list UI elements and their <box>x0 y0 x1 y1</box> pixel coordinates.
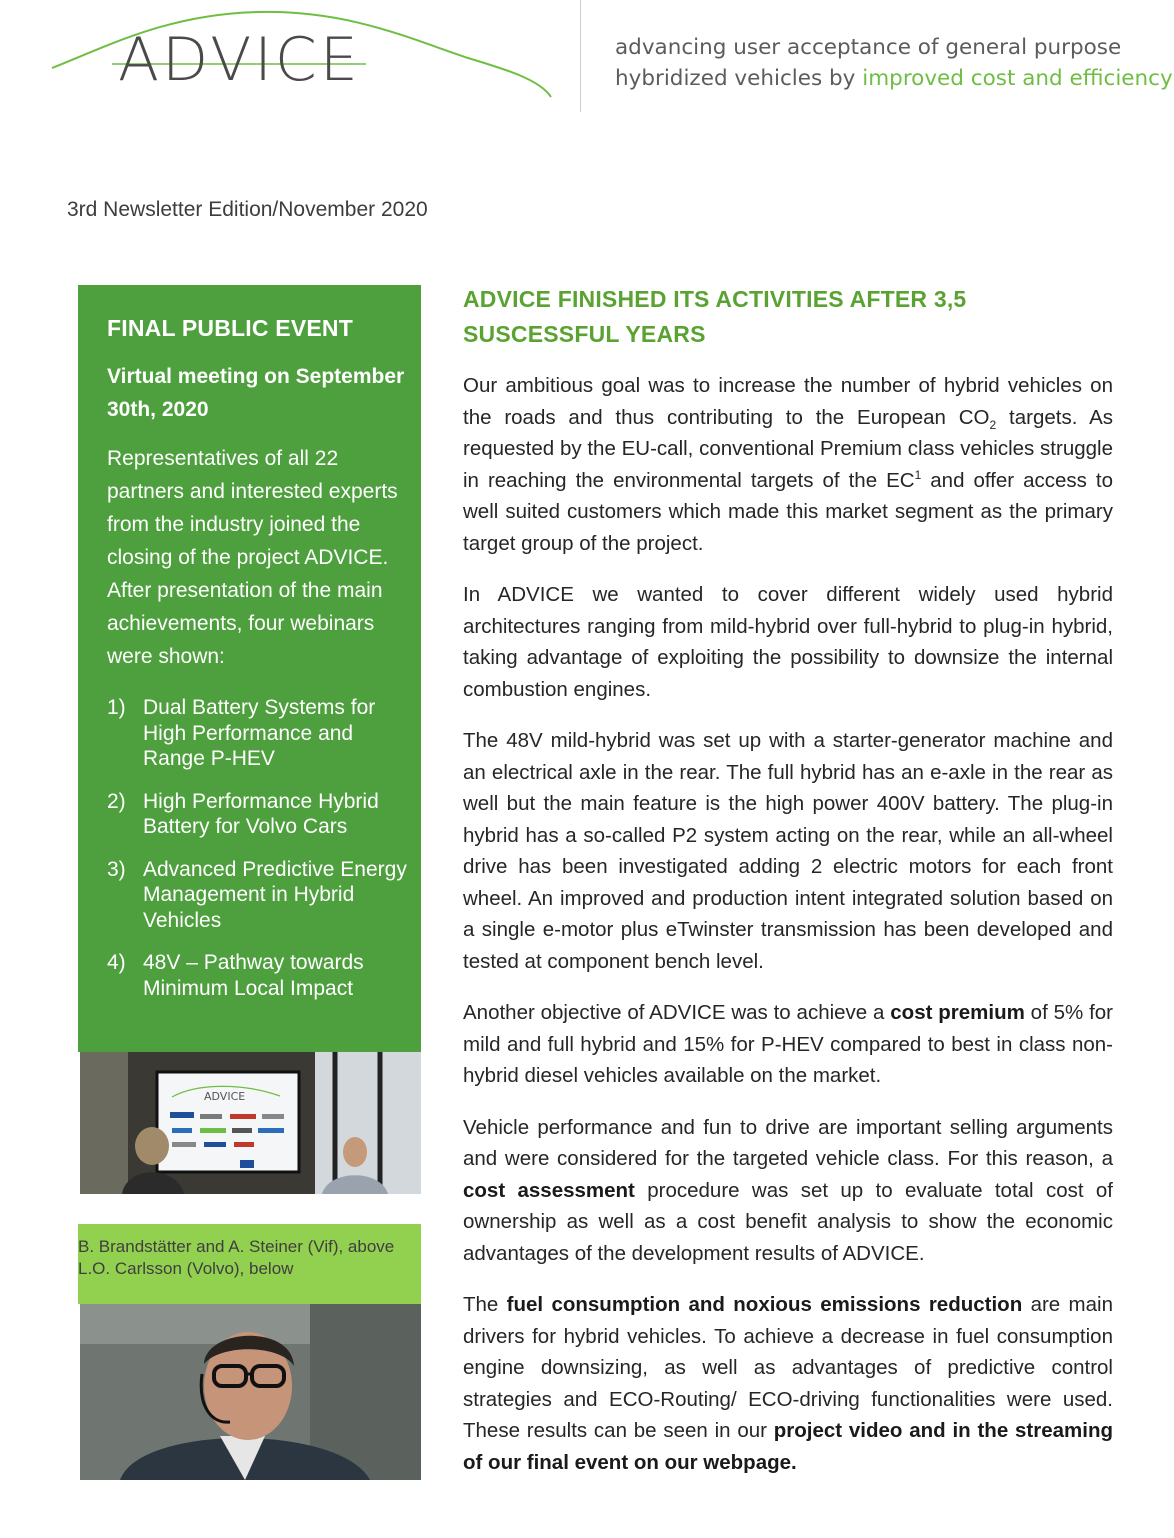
project-tagline <box>615 32 1171 94</box>
tagline-line-2-text: hybridized vehicles by <box>615 66 856 91</box>
article-paragraph-hybrid-setups: The 48V mild-hybrid was set up with a starter-generator machine and an electrical axle in the rear. The full hybrid has an e-axle in the rear as well but the main feature is the high power 400V battery. The plug-in hybrid has a so-called P2 system acting on the rear, while an all-wheel drive has been investigated adding 2 electric motors for each front wheel. An improved and production intent integrated solution based on a single e-motor plus eTwinster transmission has been developed and tested at component bench level. <box>463 729 1113 973</box>
header-divider <box>580 0 581 112</box>
presenters-photo-image <box>80 1052 421 1194</box>
webinar-list <box>107 695 412 1001</box>
slide-logo-text: ADVICE <box>204 1090 246 1103</box>
webinar-number: 3) <box>107 857 126 881</box>
tagline-line-1: advancing user acceptance of general purpose <box>615 35 1122 60</box>
p5-text-a: Vehicle performance and fun to drive are important selling arguments and were considered for the targeted vehicle class. For this reason, a <box>463 1115 1113 1170</box>
tagline-line-2 <box>615 63 1171 94</box>
webinar-item <box>107 950 412 1001</box>
webinar-title: Advanced Predictive Energy Management in Hybrid Vehicles <box>143 857 407 932</box>
webinar-number: 2) <box>107 789 126 813</box>
event-title: FINAL PUBLIC EVENT <box>107 315 353 341</box>
p5-text-b: procedure was set up to evaluate total cost of ownership as well as a cost benefit analysis to show the economic advantages of the development results of ADVICE. <box>463 1178 1114 1265</box>
event-subtitle: Virtual meeting on September 30th, 2020 <box>107 365 405 421</box>
article-column <box>463 282 1113 1498</box>
article-paragraph-fuel-consumption <box>463 1289 1113 1478</box>
webinar-item <box>107 857 412 934</box>
event-photo-presenters <box>80 1052 421 1194</box>
p6-text-a: The <box>463 1293 507 1316</box>
webinar-item <box>107 695 412 772</box>
photo-caption: B. Brandstätter and A. Steiner (Vif), above L.O. Carlsson (Volvo), below <box>78 1237 395 1278</box>
logo-wordmark: ADVICE <box>118 25 361 95</box>
p4-text-a: Another objective of ADVICE was to achieve a <box>463 1001 891 1024</box>
p6-text-b: are main drivers for hybrid vehicles. To achieve a decrease in fuel consumption engine downsizing, as well as advantages of predictive control strategies and ECO-Routing/ ECO-driving functionalities were used. These results can be seen in our <box>463 1293 1113 1442</box>
event-photo-speaker <box>80 1304 421 1480</box>
final-event-sidebar <box>78 285 421 1052</box>
webinar-item <box>107 789 412 840</box>
p1-text-a: Our ambitious goal was to increase the number of hybrid vehicles on the roads and thus contributing to the European CO <box>463 374 1113 429</box>
article-paragraph-cost-assessment <box>463 1112 1113 1270</box>
sidebar-content <box>107 315 412 1018</box>
newsletter-edition: 3rd Newsletter Edition/November 2020 <box>67 198 428 221</box>
p1-subscript: 2 <box>989 417 997 432</box>
p6-bold-1: fuel consumption and noxious emissions reduction <box>506 1293 1023 1316</box>
p5-bold: cost assessment <box>463 1178 635 1202</box>
advice-logo <box>48 2 558 110</box>
event-description: Representatives of all 22 partners and interested experts from the industry joined the closing of the project ADVICE. After presentation of the main achievements, four webinars were shown: <box>107 447 398 668</box>
speaker-photo-image <box>80 1304 421 1480</box>
tagline-highlight: improved cost and efficiency <box>862 66 1173 91</box>
article-paragraph-goal <box>463 370 1113 559</box>
p1-text-b: targets. As requested by the EU-call, conventional Premium class vehicles struggle in reaching the environmental targets of the EC <box>463 405 1113 492</box>
p1-footnote-ref: 1 <box>914 467 922 482</box>
webinar-title: High Performance Hybrid Battery for Volvo Cars <box>143 789 379 838</box>
webinar-number: 4) <box>107 951 126 974</box>
p4-bold: cost premium <box>890 1001 1025 1024</box>
article-paragraph-cost-premium <box>463 997 1113 1092</box>
article-headline: ADVICE FINISHED ITS ACTIVITIES AFTER 3,5 SUSCESSFUL YEARS <box>463 286 967 347</box>
webinar-title: Dual Battery Systems for High Performance and Range P-HEV <box>143 696 376 770</box>
p1-text-c: and offer access to well suited customers which made this market segment as the primary target group of the project. <box>463 468 1113 555</box>
webinar-title: 48V – Pathway towards Minimum Local Impact <box>143 951 364 1000</box>
p6-bold-2: project video and in the streaming of our final event on our webpage. <box>463 1419 1113 1474</box>
webinar-number: 1) <box>107 696 126 719</box>
p4-text-b: of 5% for mild and full hybrid and 15% for P-HEV compared to best in class non-hybrid diesel vehicles available on the market. <box>463 1001 1113 1087</box>
article-paragraph-architectures: In ADVICE we wanted to cover different widely used hybrid architectures ranging from mild-hybrid over full-hybrid to plug-in hybrid, taking advantage of exploiting the possibility to downsize the internal combustion engines. <box>463 583 1113 701</box>
